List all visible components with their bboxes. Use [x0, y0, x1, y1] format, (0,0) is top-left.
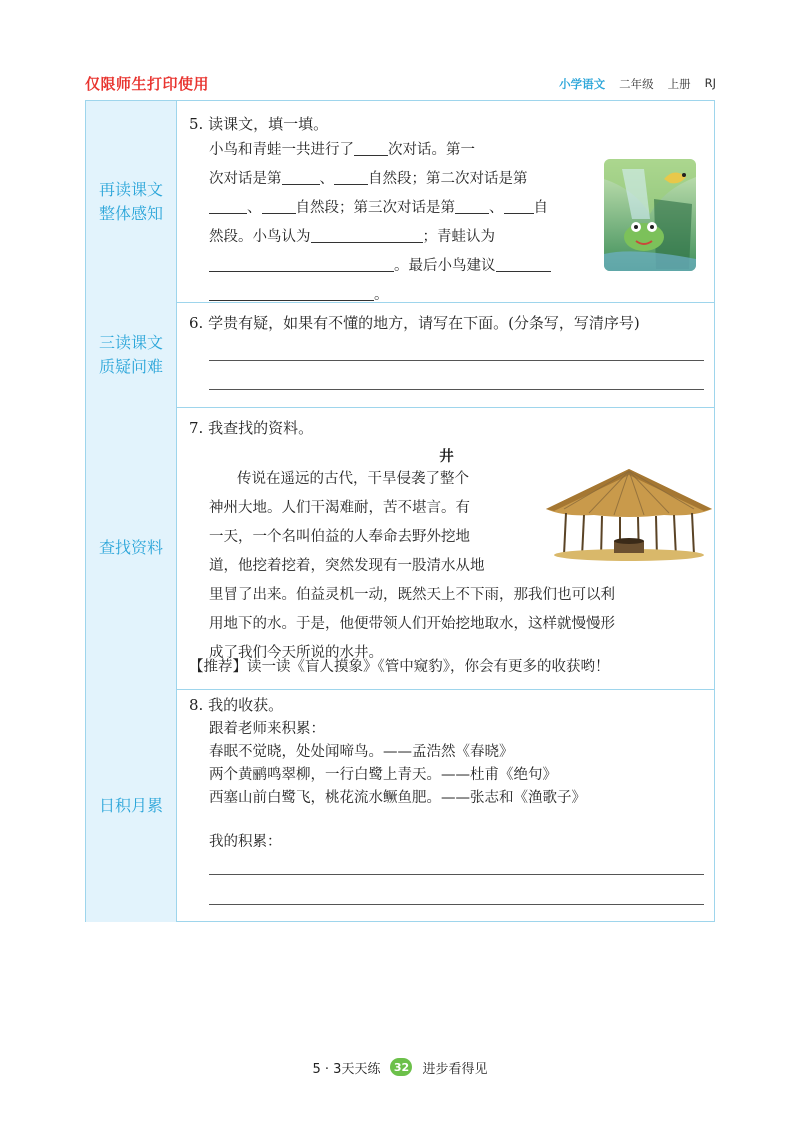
fill-blank[interactable]: [209, 285, 374, 301]
header-meta: [559, 76, 716, 92]
question-5-title: 5. 读课文，填一填。: [189, 115, 329, 133]
section-content: [189, 302, 704, 407]
text-fragment: 自然段；第二次对话是第: [368, 171, 528, 187]
text-line: [209, 223, 604, 252]
section-label-line: 查找资料: [98, 538, 163, 557]
section-label: [86, 689, 177, 922]
text-fragment: 自: [533, 200, 548, 216]
section-content: [189, 101, 704, 302]
page-header: [0, 0, 800, 100]
text-fragment: 次对话是第: [209, 171, 282, 187]
fill-blank[interactable]: [209, 256, 394, 272]
fill-blank[interactable]: [311, 227, 423, 243]
article-line: 成了我们今天所说的水井。: [209, 645, 383, 661]
text-fragment: 。最后小鸟建议: [394, 258, 496, 274]
section-label: [86, 101, 177, 302]
fill-blank[interactable]: [455, 198, 489, 214]
article-line: 道，他挖着挖着，突然发现有一股清水从地: [209, 558, 485, 574]
text-fragment: 次对话。第一: [388, 142, 475, 158]
section-label-line: 三读课文: [98, 332, 163, 352]
watermark: 仅限师生打印使用: [85, 75, 210, 93]
poem-line: 西塞山前白鹭飞，桃花流水鳜鱼肥。——张志和《渔歌子》: [209, 790, 586, 806]
article-line: 用地下的水。于是，他便带领人们开始挖地取水，这样就慢慢形: [209, 616, 615, 632]
writing-line[interactable]: [209, 874, 704, 875]
section-label-line: 再读课文: [98, 179, 163, 199]
writing-line[interactable]: [209, 360, 704, 361]
text-fragment: 。: [374, 287, 389, 303]
fill-blank[interactable]: [496, 256, 551, 272]
fill-blank[interactable]: [504, 198, 534, 214]
section-label-line: 日积月累: [98, 795, 163, 815]
fill-blank[interactable]: [334, 169, 368, 185]
text-fragment: 然段。小鸟认为: [209, 229, 311, 245]
writing-line[interactable]: [209, 904, 704, 905]
text-fragment: 、: [319, 171, 334, 187]
bird-and-frog-illustration: [604, 159, 696, 271]
poem-line: 春眠不觉晓，处处闻啼鸟。——孟浩然《春晓》: [209, 744, 514, 760]
article-line: 神州大地。人们干渴难耐，苦不堪言。有: [209, 500, 470, 516]
fill-blank[interactable]: [354, 140, 388, 156]
section-daily-accumulation: [86, 689, 714, 922]
text-fragment: ；青蛙认为: [422, 229, 495, 245]
text-line: [209, 252, 604, 281]
my-accumulation-label: 我的积累：: [209, 834, 282, 850]
fill-blank[interactable]: [209, 198, 247, 214]
question-8-title: 8. 我的收获。: [189, 696, 284, 714]
article-line: 传说在遥远的古代，干旱侵袭了整个: [237, 471, 469, 487]
header-edition: RJ: [704, 76, 716, 90]
section-reread-overview: [86, 101, 714, 303]
question-7-title: 7. 我查找的资料。: [189, 419, 314, 437]
text-line: [209, 136, 604, 165]
poem-line: 两个黄鹂鸣翠柳，一行白鹭上青天。——杜甫《绝句》: [209, 767, 557, 783]
section-content: [189, 407, 704, 689]
footer-slogan: 进步看得见: [422, 1061, 488, 1077]
section-content: [189, 689, 704, 922]
accumulation-intro: 跟着老师来积累：: [209, 721, 325, 737]
text-fragment: 小鸟和青蛙一共进行了: [209, 142, 354, 158]
fill-blank[interactable]: [262, 198, 296, 214]
worksheet-table: [85, 100, 715, 922]
fill-blank[interactable]: [282, 169, 320, 185]
section-label-line: 整体感知: [98, 203, 163, 223]
reading-recommendation: 【推荐】读一读《盲人摸象》《管中窥豹》，你会有更多的收获哟！: [189, 659, 610, 675]
article-line: 一天，一个名叫伯益的人奉命去野外挖地: [209, 529, 470, 545]
page-number-badge: 32: [390, 1058, 412, 1076]
section-label-line: 质疑问难: [98, 356, 163, 376]
section-find-materials: [86, 407, 714, 690]
text-line: [209, 165, 604, 194]
page-footer: [0, 1056, 800, 1078]
header-grade: 二年级: [619, 77, 654, 91]
section-label: [86, 407, 177, 689]
question-5-text: [209, 136, 604, 310]
thatched-well-illustration: [544, 467, 714, 562]
section-label: [86, 302, 177, 407]
article-line: 里冒了出来。伯益灵机一动，既然天上不下雨，那我们也可以利: [209, 587, 615, 603]
header-volume: 上册: [667, 77, 691, 91]
text-fragment: 自然段；第三次对话是第: [295, 200, 455, 216]
footer-brand: 5 · 3天天练: [312, 1061, 381, 1077]
header-subject: 小学语文: [559, 77, 606, 91]
text-line: [209, 194, 604, 223]
section-question-doubts: [86, 302, 714, 408]
writing-line[interactable]: [209, 389, 704, 390]
text-fragment: 、: [489, 200, 504, 216]
question-6-title: 6. 学贵有疑，如果有不懂的地方，请写在下面。(分条写，写清序号): [189, 314, 640, 332]
text-fragment: 、: [247, 200, 262, 216]
article-title: 井: [439, 449, 454, 465]
